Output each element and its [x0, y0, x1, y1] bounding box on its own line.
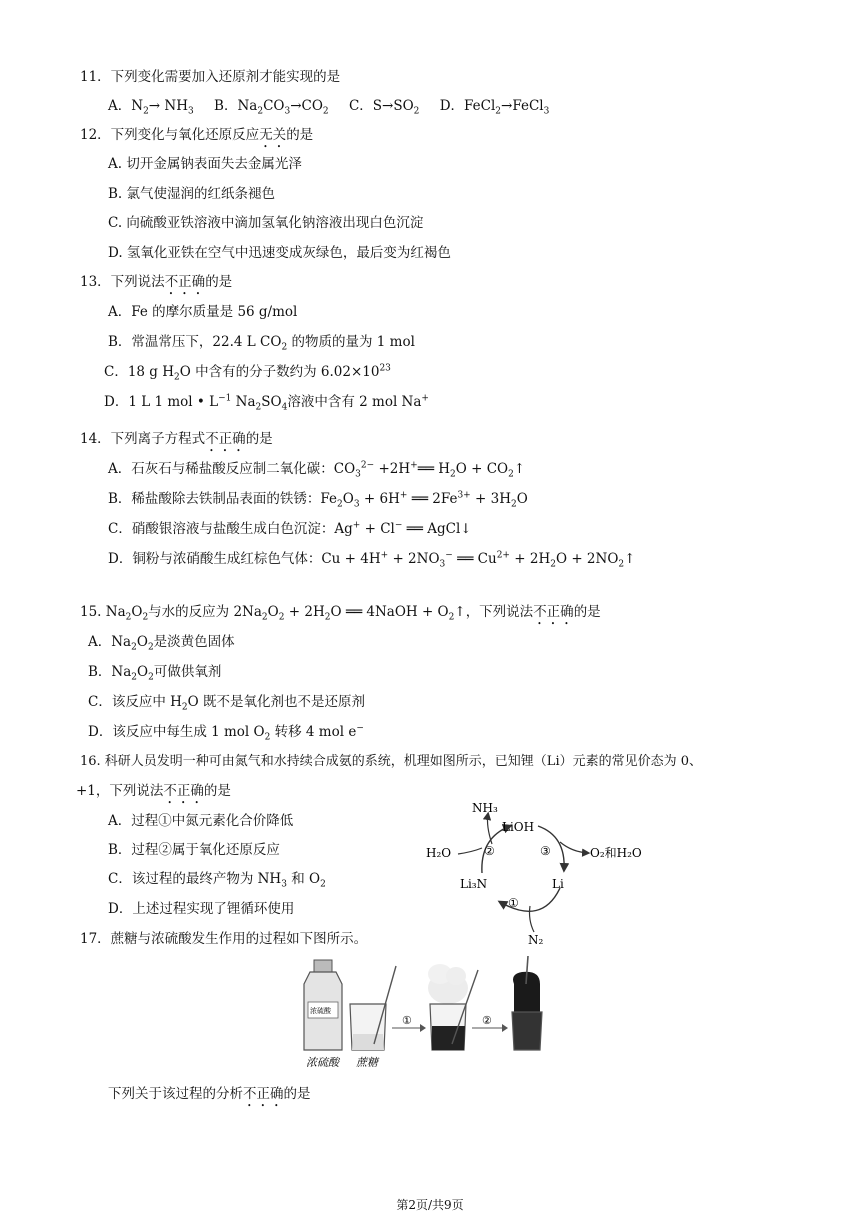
q13-option-d: D．1 L 1 mol • $L^{-1}$ $Na_2SO_4$溶液中含有 2 mol Na+ [104, 393, 429, 413]
caption-concentrated-sulfuric-acid: 浓硫酸 [306, 1056, 339, 1069]
q12-option-a: A. 切开金属钠表面失去金属光泽 [108, 156, 302, 172]
label-step1: ① [508, 896, 519, 910]
q14-option-d: D．铜粉与浓硝酸生成红棕色气体：$Cu + 4H^+ + 2NO_3^-$ ══ $Cu^{2+} + 2H_2O$ + $2NO_2↑$ [108, 550, 636, 570]
q15-option-a: A．$Na_2O_2$是淡黄色固体 [88, 634, 235, 653]
arrow-from-h2o [458, 848, 482, 854]
beaker-reacting [428, 964, 478, 1050]
q11-option-a: A．$N_2\to NH_3$ [108, 98, 194, 117]
label-o2h2o: O₂和H₂O [590, 846, 642, 860]
q11-options [108, 97, 549, 115]
q16-option-c: C．该过程的最终产物为 $NH_3$ 和 $O_2$ [108, 871, 326, 890]
label-h2o: H₂O [426, 846, 452, 860]
arrow-from-n2 [530, 906, 535, 932]
q11-option-b: B．$Na_2CO_3\to CO_2$ [214, 98, 329, 117]
label-n2: N₂ [528, 933, 544, 947]
label-li3n: Li₃N [460, 877, 488, 891]
lithium-cycle-diagram [420, 796, 650, 948]
step2-label: ② [482, 1014, 492, 1027]
q13-stem: 13．下列说法不正确的是 [80, 274, 233, 290]
q12-stem: 12．下列变化与氧化还原反应无关的是 [80, 127, 314, 143]
q16-stem-line2: +1，下列说法不正确的是 [76, 783, 231, 799]
q11-option-d: D．FeCl$_2$→FeCl$_3$ [439, 98, 550, 117]
caption-sucrose: 蔗糖 [356, 1056, 378, 1069]
acid-bottle [304, 960, 342, 1050]
q14-stem: 14．下列离子方程式不正确的是 [80, 431, 273, 447]
step1-arrow [392, 1014, 426, 1032]
q16-option-a: A．过程①中氮元素化合价降低 [108, 813, 294, 829]
q16-option-b: B．过程②属于氧化还原反应 [108, 842, 280, 858]
step1-label: ① [402, 1014, 412, 1027]
label-li: Li [552, 877, 564, 891]
beaker-carbon-column [512, 956, 542, 1050]
sucrose-sulfuric-acid-illustration [300, 954, 560, 1072]
q16-stem-line1: 16. 科研人员发明一种可由氮气和水持续合成氨的系统，机理如图所示，已知锂（Li）元素的常见价态为 0、 [80, 754, 703, 769]
q13-option-c: C．18 g $H_2O$ 中含有的分子数约为 $6.02\times 10^{23}$ [104, 363, 391, 383]
label-nh3: NH₃ [472, 801, 498, 815]
beaker-sucrose [350, 966, 396, 1050]
bottle-label: 浓硫酸 [310, 1007, 331, 1015]
label-lioh: LiOH [502, 820, 535, 834]
q11-stem: 11．下列变化需要加入还原剂才能实现的是 [80, 69, 341, 85]
page-footer: 第2页/共9页 [396, 1198, 464, 1212]
q14-option-b: B．稀盐酸除去铁制品表面的铁锈：$Fe_2O_3 + 6H^+$ ══ $2Fe^{3+} + 3H_2O$ [108, 490, 528, 510]
q17-followup: 下列关于该过程的分析不正确的是 [108, 1086, 311, 1102]
q12-option-c: C. 向硫酸亚铁溶液中滴加氢氧化钠溶液出现白色沉淀 [108, 215, 424, 231]
q15-stem: 15. $Na_2O_2$与水的反应为 $2Na_2O_2 + 2H_2O$ ══ 4NaOH + $O_2↑$，下列说法不正确的是 [80, 604, 601, 623]
label-step2: ② [484, 844, 495, 858]
q15-option-d: D．该反应中每生成 1 mol $O_2$ 转移 4 mol e− [88, 723, 364, 743]
q13-option-b: B．常温常压下，22.4 L $CO_2$ 的物质的量为 1 mol [108, 334, 415, 353]
q12-option-d: D. 氢氧化亚铁在空气中迅速变成灰绿色，最后变为红褐色 [108, 245, 451, 261]
q16-option-d: D．上述过程实现了锂循环使用 [108, 901, 295, 917]
q15-option-b: B．$Na_2O_2$可做供氧剂 [88, 664, 222, 683]
arrow-to-o2h2o [560, 842, 588, 853]
q13-option-a: A．Fe 的摩尔质量是 56 g/mol [108, 304, 298, 320]
q17-stem: 17．蔗糖与浓硫酸发生作用的过程如下图所示。 [80, 931, 368, 947]
step2-arrow [472, 1014, 508, 1032]
q14-option-a: A．石灰石与稀盐酸反应制二氧化碳：$CO_3^{2-}$ +2H+══ $H_2O$ + $CO_2↑$ [108, 460, 526, 480]
q11-option-c: C．$S\to SO_2$ [348, 98, 420, 117]
q15-option-c: C．该反应中 $H_2O$ 既不是氧化剂也不是还原剂 [88, 694, 365, 713]
q12-option-b: B. 氯气使湿润的红纸条褪色 [108, 186, 276, 202]
label-step3: ③ [540, 844, 551, 858]
q14-option-c: C．硝酸银溶液与盐酸生成白色沉淀：Ag+ + Cl− ══ AgCl↓ [108, 520, 472, 537]
